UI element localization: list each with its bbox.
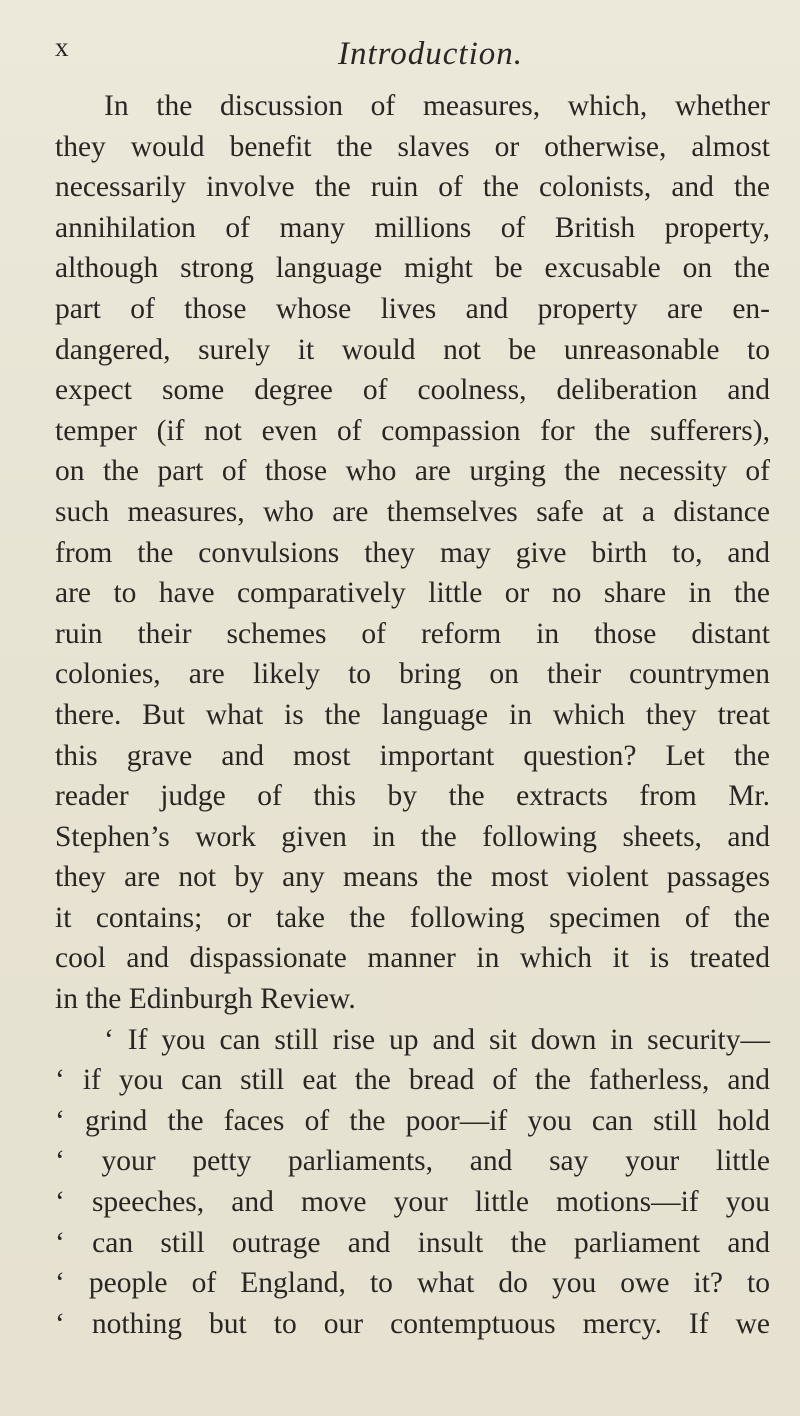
quote-line: ‘ can still outrage and insult the parliament and: [55, 1226, 770, 1259]
text-line: temper (if not even of compassion for the sufferers),: [55, 414, 770, 447]
text-line: on the part of those who are urging the necessity of: [55, 455, 770, 488]
text-line: In the discussion of measures, which, whether: [104, 90, 770, 122]
quote-line: ‘ speeches, and move your little motions—if you: [55, 1186, 770, 1219]
quote-line: ‘ nothing but to our contemptuous mercy. If we: [55, 1307, 770, 1340]
running-head: Introduction.: [338, 36, 524, 72]
text-line: necessarily involve the ruin of the colonists, and the: [55, 171, 770, 204]
text-line: this grave and most important question? Let the: [55, 739, 770, 772]
text-line: annihilation of many millions of British property,: [55, 211, 770, 244]
text-line: they are not by any means the most violent passages: [55, 861, 770, 894]
text-line: are to have comparatively little or no share in the: [55, 577, 770, 610]
body-text: [55, 86, 770, 1344]
quote-line: ‘ grind the faces of the poor—if you can still hold: [55, 1104, 770, 1137]
quote-line: ‘ If you can still rise up and sit down in security—: [104, 1023, 770, 1056]
text-line: there. But what is the language in which they treat: [55, 698, 770, 731]
text-line: from the convulsions they may give birth to, and: [55, 536, 770, 569]
text-line: it contains; or take the following specimen of the: [55, 901, 770, 934]
text-line: colonies, are likely to bring on their countrymen: [55, 658, 770, 691]
page-number: x: [55, 32, 69, 62]
quote-line: ‘ people of England, to what do you owe it? to: [55, 1267, 770, 1300]
text-line: expect some degree of coolness, deliberation and: [55, 374, 770, 407]
text-line: Stephen’s work given in the following sheets, and: [55, 820, 770, 853]
text-line: ruin their schemes of reform in those distant: [55, 617, 770, 650]
text-line: cool and dispassionate manner in which it is treated: [55, 942, 770, 975]
text-line: such measures, who are themselves safe at a distance: [55, 495, 770, 528]
text-line: dangered, surely it would not be unreasonable to: [55, 333, 770, 366]
text-line: part of those whose lives and property are en-: [55, 292, 770, 325]
quote-line: ‘ if you can still eat the bread of the fatherless, and: [55, 1064, 770, 1097]
text-line: although strong language might be excusable on the: [55, 252, 770, 285]
quote-line: ‘ your petty parliaments, and say your little: [55, 1145, 770, 1178]
text-line: they would benefit the slaves or otherwise, almost: [55, 130, 770, 163]
text-line: in the Edinburgh Review.: [55, 983, 356, 1016]
text-line: reader judge of this by the extracts from Mr.: [55, 780, 770, 813]
